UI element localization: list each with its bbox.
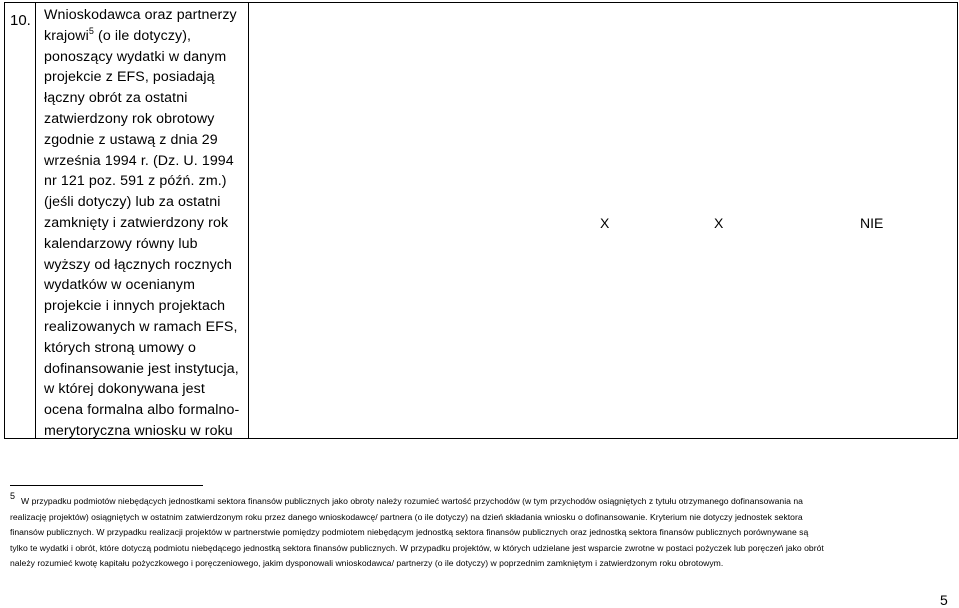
footnote-separator [10, 485, 203, 486]
cell-value-3: NIE [860, 215, 884, 231]
criteria-table-row [4, 2, 958, 439]
column-divider [35, 3, 36, 438]
footnote [10, 491, 952, 572]
row-number: 10. [10, 12, 31, 29]
page-number: 5 [940, 592, 948, 608]
criterion-text-start: Wnioskodawca oraz partnerzy krajowi [44, 7, 237, 44]
footnote-text: W przypadku podmiotów niebędących jednostkami sektora finansów publicznych jako obroty należy rozumieć wartość przychodów (w tym przychodów osiągniętych z tytułu otrzymanego dofinansowania na realizację projektów) osiągniętych w ostatnim zatwierdzonym roku przez danego wnioskodawcę/ partnera (o ile dotyczy) na dzień składania wniosku o dofinansowanie. Kryterium nie dotyczy jednostek sektora finansów publicznych. W przypadku realizacji projektów w partnerstwie pomiędzy podmiotem niebędącym jednostką sektora finansów publicznych oraz jednostką sektora finansów publicznych porównywane są tylko te wydatki i obrót, które dotyczą podmiotu niebędącego jednostką sektora finansów publicznych. W przypadku projektów, w których udzielane jest wsparcie zwrotne w postaci pożyczek lub poręczeń jako obrót należy rozumieć kwotę kapitału pożyczkowego i poręczeniowego, jakim dysponowali wnioskodawca/ partnerzy (o ile dotyczy) w poprzednim zamkniętym i zatwierdzonym roku obrotowym. [10, 496, 824, 568]
footnote-number: 5 [10, 491, 16, 501]
criterion-description [44, 5, 249, 442]
cell-value-1: X [600, 215, 610, 231]
criterion-text-rest: (o ile dotyczy), ponoszący wydatki w danym projekcie z EFS, posiadają łączny obrót za ostatni zatwierdzony rok obrotowy zgodnie z ustawą z dnia 29 września 1994 r. (Dz. U. 1994 nr 121 poz. 591 z późń. zm.) (jeśli dotyczy) lub za ostatni zamknięty i zatwierdzony rok kalendarzowy równy lub wyższy od łącznych rocznych wydatków w ocenianym projekcie i innych projektach realizowanych w ramach EFS, których stroną umowy o dofinansowanie jest instytucja, w której dokonywana jest ocena formalna albo formalno- merytoryczna wniosku w roku [44, 27, 240, 439]
footnote-reference: 5 [88, 25, 94, 36]
cell-value-2: X [714, 215, 724, 231]
